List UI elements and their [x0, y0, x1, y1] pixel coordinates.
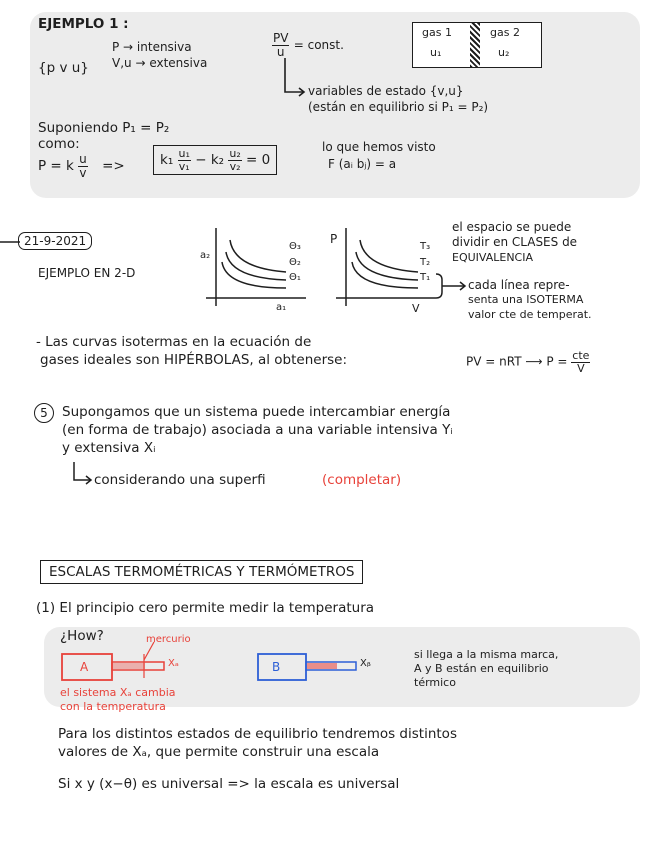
pv-rhs: = const. — [293, 38, 344, 53]
system-changes-1: el sistema Xₐ cambia — [60, 686, 176, 699]
gas-2-energy: u₂ — [498, 46, 510, 59]
equals-zero: = 0 — [246, 152, 271, 169]
equilibrium-states-1: Para los distintos estados de equilibrio tendremos distintos — [58, 726, 457, 742]
mercury-label: mercurio — [146, 634, 191, 645]
pressure-formula — [38, 153, 125, 179]
system-b-label: B — [272, 660, 281, 674]
extensive-label: V,u → extensiva — [112, 56, 208, 70]
same-mark-2: A y B están en equilibrio — [414, 662, 549, 675]
isotherm-note-1: cada línea repre- — [468, 278, 570, 292]
variables-brace: {p v u} — [38, 60, 89, 76]
item-5-line-2: (en forma de trabajo) asociada a una variable intensiva Yᵢ — [62, 422, 453, 438]
p-denominator: v — [79, 165, 87, 180]
isotherms-line-2: gases ideales son HIPÉRBOLAS, al obtenerse: — [40, 352, 348, 368]
example-2d-title: EJEMPLO EN 2-D — [38, 266, 136, 280]
intensive-label: P → intensiva — [112, 40, 192, 54]
seen-line-2: F (aᵢ bⱼ) = a — [328, 157, 397, 171]
p-numerator: u — [79, 152, 87, 166]
how-label: ¿How? — [60, 628, 104, 644]
pv-denominator: u — [276, 44, 285, 59]
system-a-label: A — [80, 660, 89, 674]
date-label: 21-9-2021 — [18, 232, 92, 250]
implies-arrow: => — [102, 158, 125, 175]
t1-label: T₁ — [420, 272, 431, 283]
date-marker-line — [0, 240, 20, 244]
zero-principle-text: (1) El principio cero permite medir la temperatura — [36, 600, 375, 616]
system-changes-2: con la temperatura — [60, 700, 166, 713]
universal-scale-text: Si x y (x−θ) es universal => la escala es universal — [58, 776, 400, 792]
gas-2-label: gas 2 — [490, 26, 520, 39]
minus-k2: − k₂ — [195, 152, 225, 169]
item-5-line-1: Supongamos que un sistema puede intercambiar energía — [62, 404, 451, 420]
gas-partition — [470, 23, 480, 67]
equilibrium-box — [153, 145, 277, 175]
scales-heading: ESCALAS TERMOMÉTRICAS Y TERMÓMETROS — [40, 560, 363, 584]
state-vars-line-1: variables de estado {v,u} — [308, 84, 464, 98]
complete-note: (completar) — [322, 472, 402, 488]
como-text: como: — [38, 136, 80, 152]
v2-den: v₂ — [229, 159, 241, 173]
isotherm-note-2: senta una ISOTERMA — [468, 293, 584, 306]
graph1-x-axis-label: a₁ — [276, 302, 287, 313]
t3-label: T₃ — [420, 241, 431, 252]
graph2-x-axis-label: V — [412, 302, 420, 315]
p-equals-k: P = k — [38, 158, 74, 175]
item-5-number: 5 — [34, 403, 54, 423]
same-mark-1: si llega a la misma marca, — [414, 648, 559, 661]
pv-const-formula — [272, 32, 344, 58]
eq-numerator: cte — [572, 349, 590, 362]
graph1-y-axis-label: a₂ — [200, 250, 211, 261]
xb-label: Xᵦ — [360, 658, 371, 669]
graph2-y-axis-label: P — [330, 232, 338, 246]
theta-3-label: Θ₃ — [289, 241, 301, 252]
theta-2-label: Θ₂ — [289, 257, 301, 268]
pv-numerator: PV — [273, 31, 289, 45]
eq-denominator: V — [577, 361, 585, 375]
ideal-gas-equation — [466, 350, 590, 374]
supposing-text: Suponiendo P₁ = P₂ — [38, 120, 170, 136]
state-vars-line-2: (están en equilibrio si P₁ = P₂) — [308, 100, 489, 114]
example-1-title: EJEMPLO 1 : — [38, 16, 129, 32]
gas-1-label: gas 1 — [422, 26, 452, 39]
xa-label: Xₐ — [168, 658, 179, 669]
u1-num: u₁ — [178, 147, 190, 160]
t2-label: T₂ — [420, 257, 431, 268]
equilibrium-states-2: valores de Xₐ, que permite construir una escala — [58, 744, 380, 760]
u2-num: u₂ — [229, 147, 241, 160]
ideal-gas-text: PV = nRT ⟶ P = — [466, 354, 568, 369]
k1: k₁ — [160, 152, 174, 169]
isotherms-line-1: - Las curvas isotermas en la ecuación de — [36, 334, 312, 350]
item-5-line-3: y extensiva Xᵢ — [62, 440, 156, 456]
theta-1-label: Θ₁ — [289, 272, 301, 283]
gas-1-energy: u₁ — [430, 46, 442, 59]
item-5-line-4: considerando una superfi — [94, 472, 266, 488]
space-text-2: dividir en CLASES de — [452, 235, 578, 249]
isotherm-note-3: valor cte de temperat. — [468, 308, 592, 321]
v1-den: v₁ — [178, 159, 190, 173]
seen-line-1: lo que hemos visto — [322, 140, 436, 154]
space-text-1: el espacio se puede — [452, 220, 572, 234]
same-mark-3: térmico — [414, 676, 456, 689]
space-text-3: EQUIVALENCIA — [452, 251, 534, 264]
